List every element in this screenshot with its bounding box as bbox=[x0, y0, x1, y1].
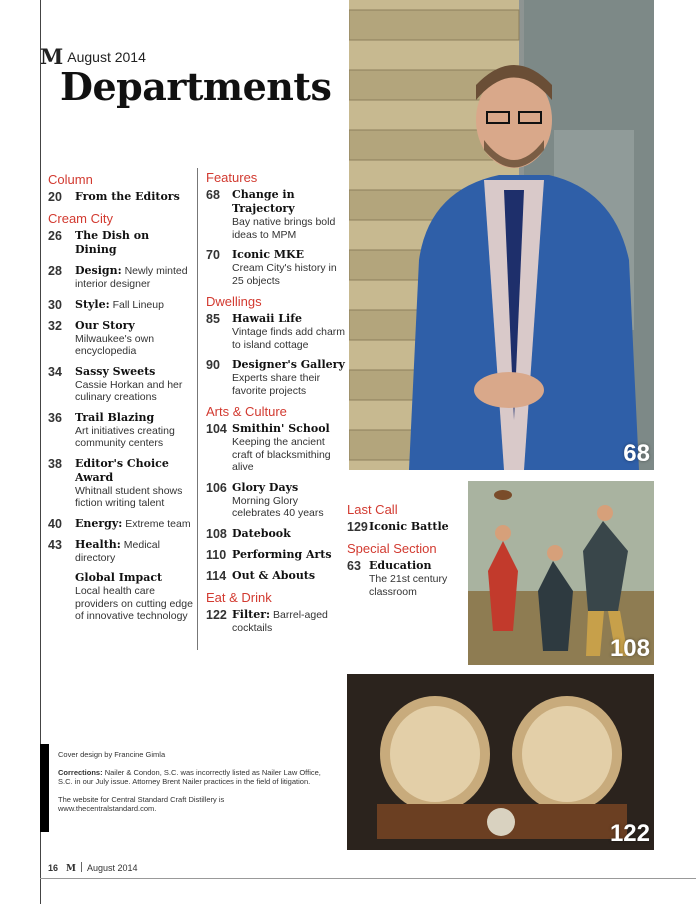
toc-entry-description: Whitnall student shows fiction writing talent bbox=[75, 484, 183, 509]
toc-entry-from-the-editors[interactable] bbox=[48, 190, 193, 204]
toc-entry-description: Art initiatives creating community centers bbox=[75, 424, 175, 449]
masthead-issue: August 2014 bbox=[67, 49, 146, 65]
toc-entry-energy[interactable] bbox=[48, 517, 193, 531]
toc-entry-description: Vintage finds add charm to island cottage bbox=[232, 326, 346, 351]
toc-page-number: 43 bbox=[48, 537, 62, 552]
page-folio bbox=[48, 862, 138, 874]
toc-entry-description: Extreme team bbox=[125, 517, 191, 530]
toc-page-number: 106 bbox=[206, 480, 227, 495]
toc-entry-iconic-battle[interactable] bbox=[347, 520, 467, 534]
toc-column-3 bbox=[347, 502, 467, 605]
toc-entry-text bbox=[232, 569, 346, 583]
toc-entry-title: Our Story bbox=[75, 318, 135, 332]
toc-entry-title: Design: bbox=[75, 264, 122, 277]
toc-entry-description: Fall Lineup bbox=[112, 298, 164, 311]
toc-page-number: 34 bbox=[48, 364, 62, 379]
toc-entry-global-impact[interactable] bbox=[48, 571, 193, 623]
toc-page-number: 32 bbox=[48, 318, 62, 333]
toc-entry-text bbox=[232, 548, 346, 562]
section-heading-arts-culture: Arts & Culture bbox=[206, 404, 287, 419]
toc-page-number: 85 bbox=[206, 312, 220, 326]
barrels-illustration bbox=[347, 674, 654, 850]
toc-entry-text bbox=[369, 520, 467, 534]
toc-column-2 bbox=[206, 170, 346, 641]
toc-entry-title: The Dish on Dining bbox=[75, 229, 150, 256]
toc-page-number: 68 bbox=[206, 188, 220, 202]
toc-entry-description: Barrel-aged cocktails bbox=[232, 608, 328, 634]
credits-accent-bar bbox=[40, 744, 49, 832]
toc-page-number: 114 bbox=[206, 568, 227, 583]
folio-issue: August 2014 bbox=[86, 863, 138, 873]
toc-entry-title: Health: bbox=[75, 537, 121, 551]
toc-entry-title: Hawaii Life bbox=[232, 312, 302, 325]
toc-entry-design[interactable] bbox=[48, 264, 193, 291]
toc-entry-title: Iconic MKE bbox=[232, 248, 305, 261]
football-painting bbox=[468, 481, 654, 665]
corrections-text: Nailer & Condon, S.C. was incorrectly listed as Nailer Law Office, S.C. in our July issue. Attorney Brent Nailer practices in the field of litigation. bbox=[58, 767, 321, 786]
toc-entry-title: Trail Blazing bbox=[75, 410, 155, 424]
toc-page-number: 40 bbox=[48, 516, 62, 531]
photo-page-number: 108 bbox=[609, 635, 650, 662]
toc-entry-filter[interactable] bbox=[206, 608, 346, 635]
toc-entry-title: Out & Abouts bbox=[232, 568, 316, 582]
folio-divider bbox=[81, 862, 82, 872]
toc-entry-text bbox=[75, 298, 193, 312]
toc-page-number: 129 bbox=[347, 520, 368, 534]
toc-entry-text bbox=[75, 264, 193, 291]
toc-page-number: 30 bbox=[48, 297, 62, 312]
folio-logo: M bbox=[66, 864, 76, 874]
toc-entry-education[interactable] bbox=[347, 559, 467, 598]
toc-entry-our-story[interactable] bbox=[48, 319, 193, 358]
toc-page-number: 70 bbox=[206, 248, 220, 262]
toc-entry-text bbox=[232, 188, 346, 241]
toc-entry-performing-arts[interactable] bbox=[206, 548, 346, 562]
toc-entry-description: Newly minted interior designer bbox=[75, 265, 188, 290]
toc-entry-glory-days[interactable] bbox=[206, 481, 346, 520]
toc-entry-description: Cassie Horkan and her culinary creations bbox=[75, 378, 183, 403]
toc-page-number: 38 bbox=[48, 456, 62, 471]
toc-entry-title: From the Editors bbox=[75, 190, 180, 203]
corrections-note bbox=[58, 768, 323, 787]
toc-page-number: 20 bbox=[48, 190, 62, 204]
section-heading-column: Column bbox=[48, 172, 93, 187]
cover-credit: Cover design by Francine Gimla bbox=[58, 750, 166, 759]
section-heading-special-section: Special Section bbox=[347, 541, 437, 556]
folio-page-number: 16 bbox=[48, 863, 59, 873]
toc-entry-text bbox=[232, 527, 346, 541]
toc-entry-text bbox=[75, 538, 193, 565]
section-heading-eat-drink: Eat & Drink bbox=[206, 589, 272, 605]
section-heading-dwellings: Dwellings bbox=[206, 294, 262, 309]
toc-entry-text bbox=[75, 571, 193, 623]
toc-entry-title: Iconic Battle bbox=[369, 520, 449, 533]
bottom-rule bbox=[40, 878, 696, 879]
toc-entry-description: Medical directory bbox=[75, 538, 160, 564]
toc-entry-iconic-mke[interactable] bbox=[206, 248, 346, 287]
toc-entry-style[interactable] bbox=[48, 298, 193, 312]
portrait-illustration bbox=[349, 0, 654, 470]
toc-page-number: 108 bbox=[206, 526, 227, 541]
toc-page-number: 90 bbox=[206, 358, 220, 372]
toc-entry-title: Designer's Gallery bbox=[232, 358, 345, 371]
toc-entry-text bbox=[232, 608, 346, 635]
column-divider bbox=[197, 168, 198, 650]
website-note: The website for Central Standard Craft Distillery is www.thecentralstandard.com. bbox=[58, 794, 225, 813]
toc-entry-description: Milwaukee's own encyclopedia bbox=[75, 332, 155, 357]
toc-entry-title: Sassy Sweets bbox=[75, 364, 156, 378]
section-heading-last-call: Last Call bbox=[347, 502, 398, 517]
toc-entry-change-in-trajectory[interactable] bbox=[206, 188, 346, 241]
barrels-photo bbox=[347, 674, 654, 850]
editor-portrait-photo bbox=[349, 0, 654, 470]
toc-entry-datebook[interactable] bbox=[206, 527, 346, 541]
toc-entry-sassy-sweets[interactable] bbox=[48, 365, 193, 404]
toc-page-number: 110 bbox=[206, 547, 227, 562]
toc-entry-text bbox=[232, 312, 346, 351]
photo-page-number: 122 bbox=[609, 820, 650, 847]
toc-entry-text bbox=[232, 481, 346, 520]
toc-entry-description: Experts share their favorite projects bbox=[232, 372, 321, 397]
toc-entry-title: Smithin' School bbox=[232, 422, 330, 435]
toc-entry-out-abouts[interactable] bbox=[206, 569, 346, 583]
toc-entry-title: Performing Arts bbox=[232, 547, 332, 561]
toc-entry-title: Style: bbox=[75, 297, 110, 311]
credits-box bbox=[58, 750, 323, 822]
toc-page-number: 122 bbox=[206, 607, 227, 622]
toc-entry-text bbox=[75, 229, 193, 257]
toc-entry-text bbox=[75, 319, 193, 358]
masthead-logo: M bbox=[40, 44, 64, 69]
toc-entry-title: Glory Days bbox=[232, 480, 299, 494]
toc-entry-description: Bay native brings bold ideas to MPM bbox=[232, 216, 336, 241]
toc-page-number: 28 bbox=[48, 264, 62, 278]
section-heading-cream-city: Cream City bbox=[48, 211, 114, 226]
toc-entry-hawaii-life[interactable] bbox=[206, 312, 346, 351]
page-title: Departments bbox=[60, 64, 332, 109]
toc-entry-health[interactable] bbox=[48, 538, 193, 565]
toc-entry-text bbox=[232, 358, 346, 397]
toc-entry-editor-s-choice-award[interactable] bbox=[48, 457, 193, 510]
toc-entry-title: Datebook bbox=[232, 526, 291, 540]
toc-entry-text bbox=[75, 411, 193, 450]
toc-page-number: 36 bbox=[48, 410, 62, 425]
corrections-label: Corrections: bbox=[58, 767, 103, 777]
toc-entry-title: Education bbox=[369, 559, 432, 572]
photo-page-number: 68 bbox=[623, 440, 650, 467]
toc-entry-text bbox=[75, 517, 193, 531]
toc-entry-text bbox=[232, 422, 346, 474]
toc-entry-description: Morning Glory celebrates 40 years bbox=[232, 494, 324, 519]
toc-page-number: 63 bbox=[347, 559, 361, 573]
toc-entry-title: Global Impact bbox=[75, 571, 163, 584]
toc-entry-text bbox=[75, 190, 193, 204]
toc-entry-title: Editor's Choice Award bbox=[75, 456, 169, 484]
section-heading-features: Features bbox=[206, 170, 258, 185]
toc-entry-trail-blazing[interactable] bbox=[48, 411, 193, 450]
toc-entry-title: Energy: bbox=[75, 516, 123, 530]
toc-column-1 bbox=[48, 172, 193, 630]
toc-entry-smithin-school[interactable] bbox=[206, 422, 346, 474]
toc-entry-text bbox=[369, 559, 467, 598]
toc-entry-description: Cream City's history in 25 objects bbox=[232, 262, 337, 287]
toc-entry-description: Keeping the ancient craft of blacksmithing alive bbox=[232, 436, 331, 473]
toc-entry-title: Change in Trajectory bbox=[232, 188, 295, 215]
toc-page-number: 26 bbox=[48, 229, 62, 243]
toc-entry-text bbox=[75, 457, 193, 510]
toc-entry-description: The 21st century classroom bbox=[369, 573, 448, 598]
toc-entry-title: Filter: bbox=[232, 607, 271, 621]
toc-entry-text bbox=[232, 248, 346, 287]
toc-page-number: 104 bbox=[206, 422, 227, 436]
toc-entry-designer-s-gallery[interactable] bbox=[206, 358, 346, 397]
toc-page-number bbox=[48, 571, 75, 623]
toc-entry-description: Local health care providers on cutting edge of innovative technology bbox=[75, 585, 193, 622]
toc-entry-text bbox=[75, 365, 193, 404]
toc-entry-the-dish-on-dining[interactable] bbox=[48, 229, 193, 257]
